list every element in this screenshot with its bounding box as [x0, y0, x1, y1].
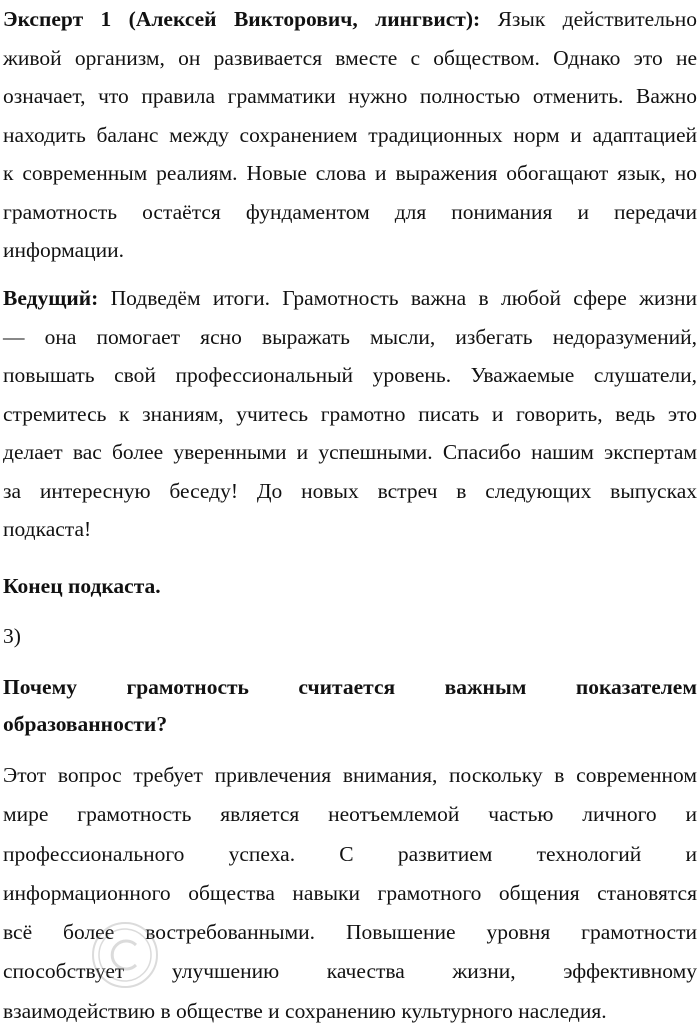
speaker-label: Эксперт 1 (Алексей Викторович, лингвист):	[3, 7, 481, 31]
text-line: — она помогает ясно выражать мысли, избегать недоразумений,	[3, 324, 697, 349]
text-line: делает вас более уверенными и успешными. Спасибо нашим экспертам	[3, 440, 697, 464]
text-line: подкаста!	[3, 517, 92, 541]
text-line: информации.	[3, 238, 125, 262]
text-line: взаимодействию в обществе и сохранению культурного наследия.	[3, 998, 607, 1023]
text-line: повышать свой профессиональный уровень. Уважаемые слушатели,	[3, 363, 697, 387]
text-line: способствует улучшению качества жизни, эффективному	[3, 959, 697, 984]
text-line: стремитесь к знаниям, учитесь грамотно писать и говорить, ведь это	[3, 401, 697, 426]
text-line: означает, что правила грамматики нужно полностью отменить. Важно	[3, 84, 697, 108]
answer-paragraph	[3, 756, 697, 1031]
text-line: всё более востребованными. Повышение уровня грамотности	[3, 920, 697, 945]
expert-1-paragraph: Эксперт 1 (Алексей Викторович, лингвист): Язык действительно живой организм, он развивается вместе с обществом. Однако это не означает, что правила грамматики нужно полностью отменить. Важно находить баланс между сохранением традиционных норм и адаптацией к современным реалиям. Новые слова и выражения обогащают язык, но грамотность остаётся фундаментом для понимания и передачи информации.	[3, 0, 697, 270]
text-line: Этот вопрос требует привлечения внимания, поскольку в современном	[3, 763, 697, 787]
text-line: информационного общества навыки грамотного общения становятся	[3, 880, 697, 905]
end-label: Конец подкаста.	[3, 574, 161, 598]
question-heading: Почему грамотность считается важным показателем образованности?	[3, 675, 697, 736]
item-number: 3)	[3, 624, 21, 648]
text-line: к современным реалиям. Новые слова и выражения обогащают язык, но	[3, 161, 697, 185]
text-line: профессионального успеха. С развитием технологий и	[3, 841, 697, 866]
text-line: за интересную беседу! До новых встреч в следующих выпусках	[3, 478, 697, 503]
text-line: живой организм, он развивается вместе с обществом. Однако это не	[3, 45, 697, 70]
text-line: находить баланс между сохранением традиционных норм и адаптацией	[3, 122, 697, 147]
text-line: мире грамотность является неотъемлемой частью личного и	[3, 802, 697, 827]
host-paragraph: Ведущий: Подведём итоги. Грамотность важна в любой сфере жизни — она помогает ясно выражать мысли, избегать недоразумений, повышать свой профессиональный уровень. Уважаемые слушатели, стремитесь к знаниям, учитесь грамотно писать и говорить, ведь это делает вас более уверенными и успешными. Спасибо нашим экспертам за интересную беседу! До новых встреч в следующих выпусках подкаста!	[3, 279, 697, 549]
text-line: грамотность остаётся фундаментом для понимания и передачи	[3, 199, 697, 224]
speaker-label: Ведущий:	[3, 286, 99, 310]
